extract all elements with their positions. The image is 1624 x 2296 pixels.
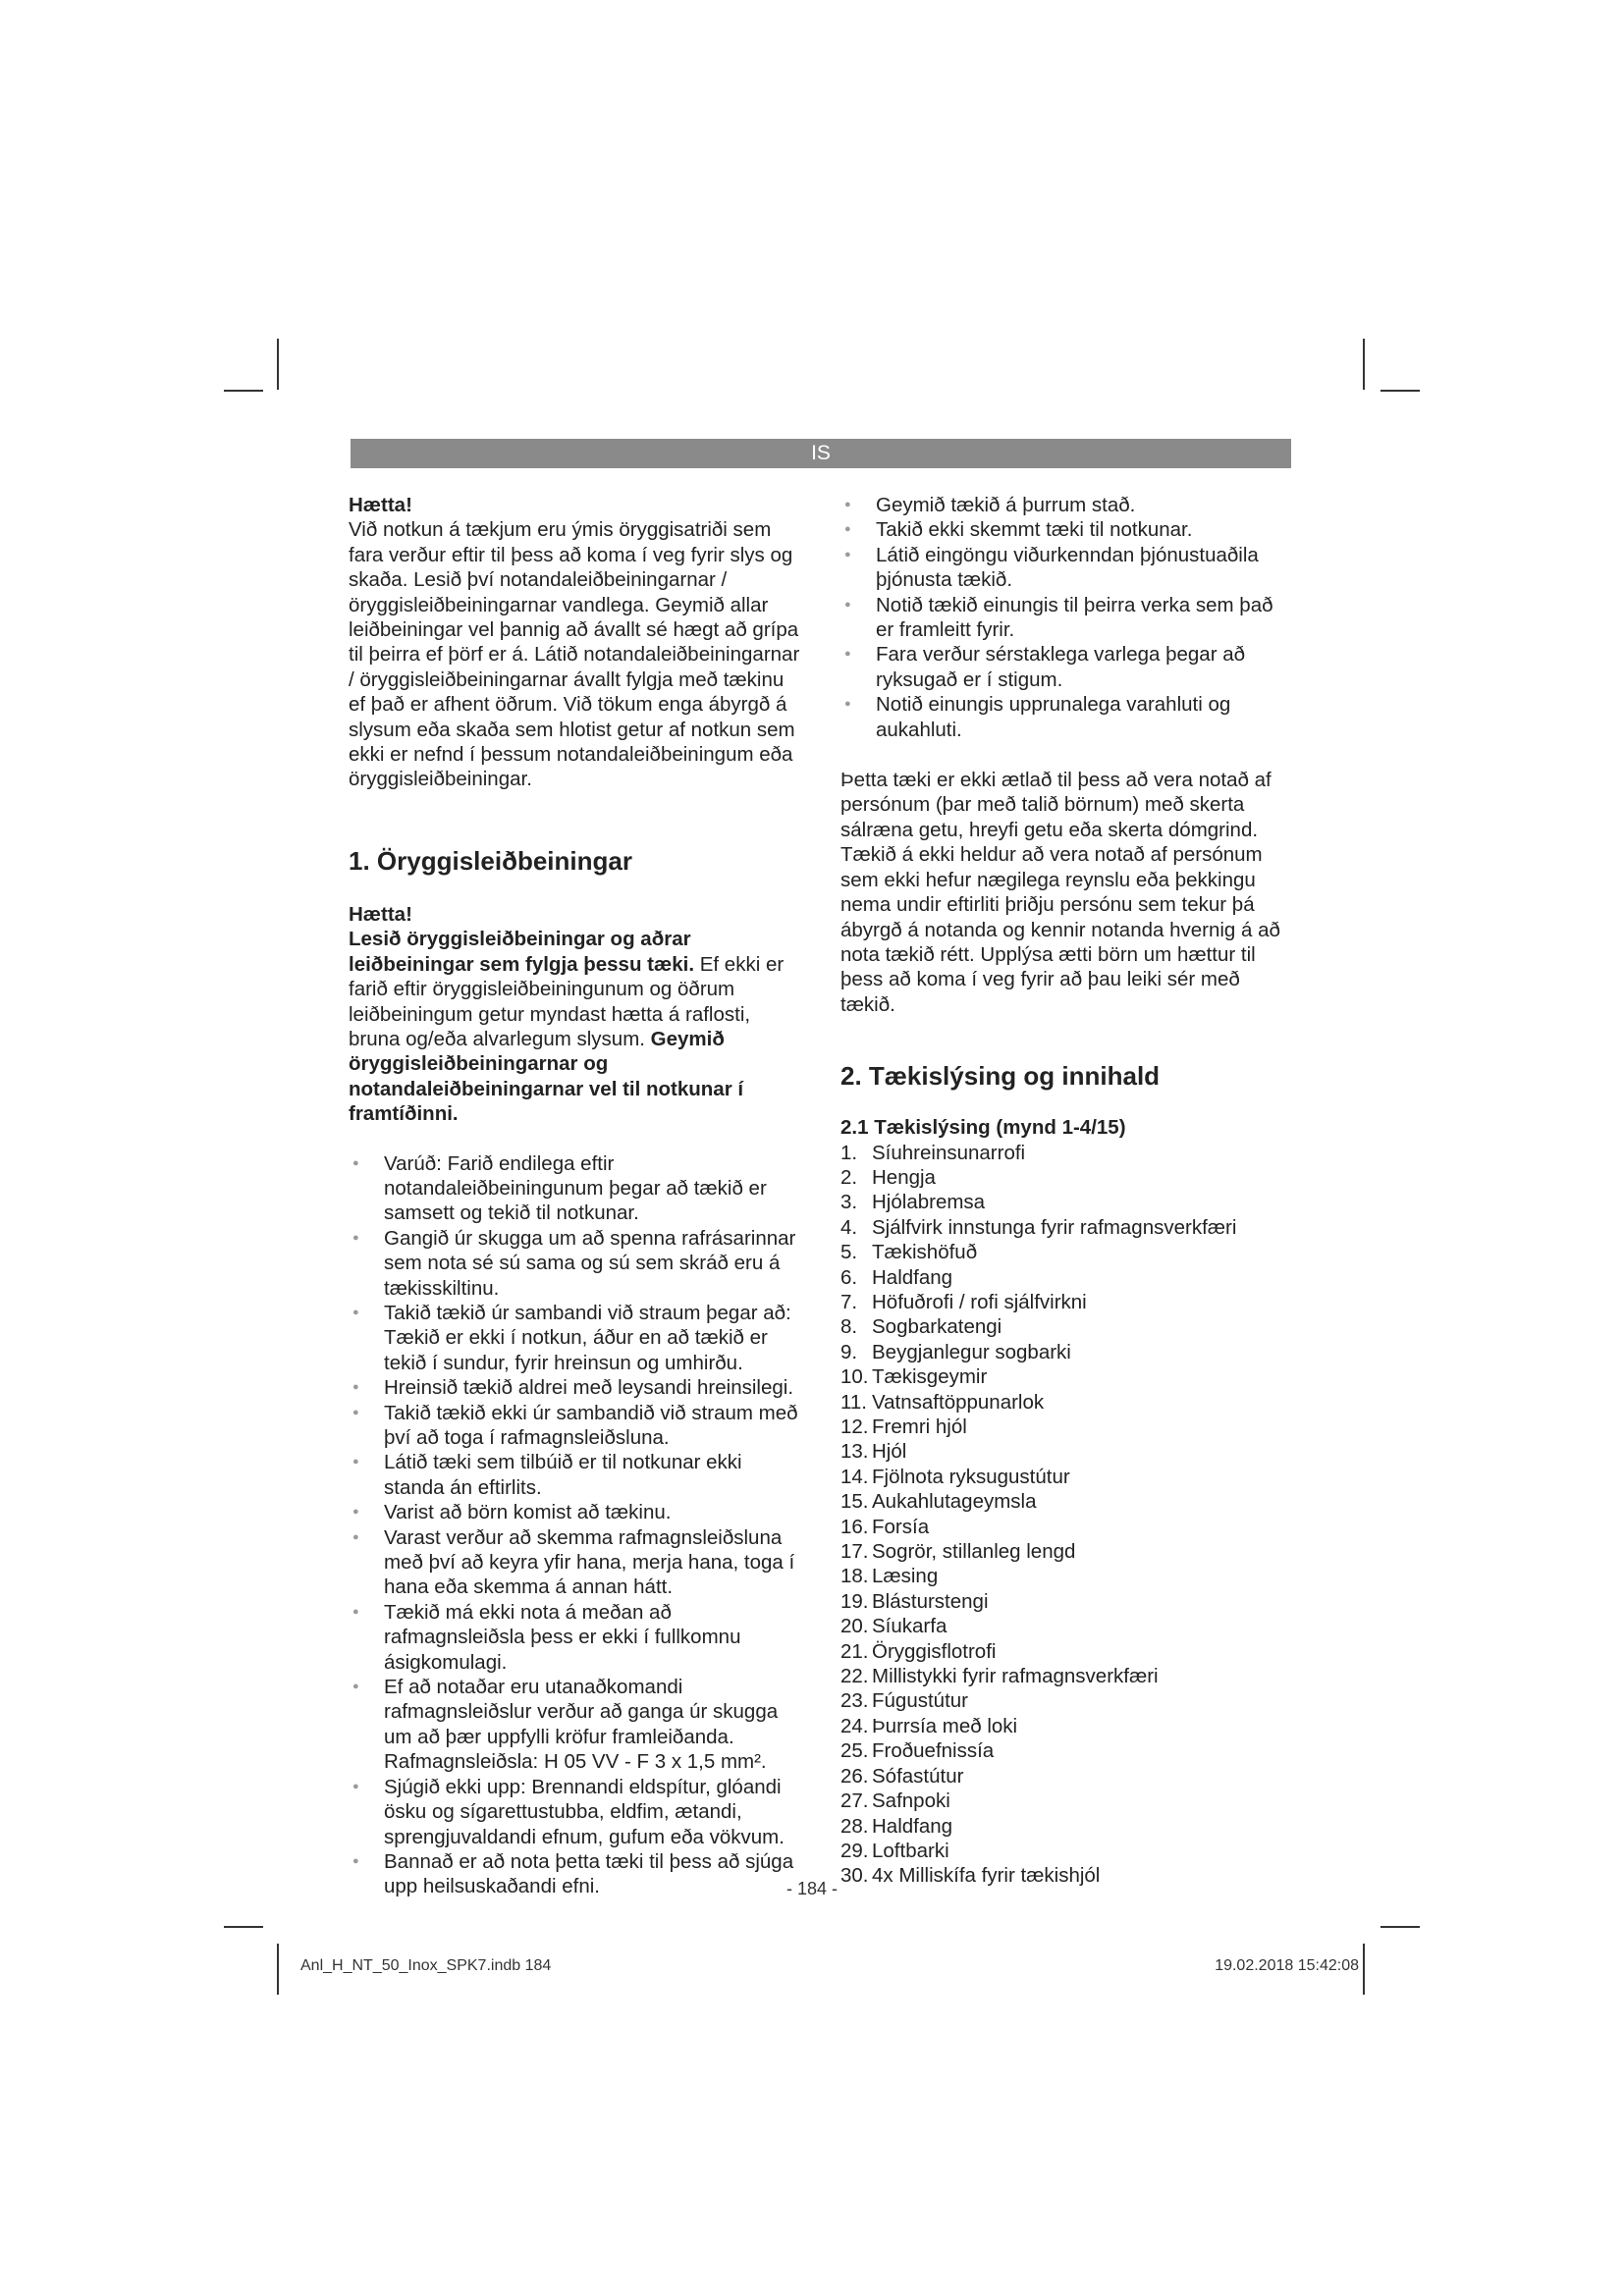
- parts-list-item: [840, 1489, 1292, 1514]
- parts-list-item: [840, 1439, 1292, 1464]
- parts-list-item: [840, 1340, 1292, 1364]
- safety-bullet-list: [349, 1151, 800, 1899]
- bullet-item: ● Takið ekki skemmt tæki til notkunar.: [840, 517, 1292, 542]
- part-label: 4x Milliskífa fyrir tækishjól: [872, 1864, 1101, 1888]
- part-number: 12.: [840, 1415, 869, 1438]
- bullet-item: ● Gangið úr skugga um að spenna rafrásarinnar sem nota sé sú sama og sú sem skráð eru á tækisskiltinu.: [349, 1226, 800, 1301]
- part-number: 1.: [840, 1141, 858, 1164]
- bullet-item: ● Ef að notaðar eru utanaðkomandi rafmagnsleiðslur verður að ganga úr skugga um að þær uppfylli kröfur framleiðanda. Rafmagnsleiðsla: H 05 VV - F 3 x 1,5 mm².: [349, 1675, 800, 1775]
- parts-list-item: [840, 1614, 1292, 1638]
- bullet-item: ● Takið tækið ekki úr sambandið við straum með því að toga í rafmagnsleiðsluna.: [349, 1401, 800, 1451]
- parts-list-item: [840, 1639, 1292, 1664]
- parts-list-item: [840, 1839, 1292, 1863]
- part-label: Haldfang: [872, 1265, 953, 1289]
- parts-list-item: [840, 1664, 1292, 1688]
- part-label: Froðuefnissía: [872, 1739, 995, 1763]
- part-label: Haldfang: [872, 1814, 953, 1838]
- warning-paragraph: Við notkun á tækjum eru ýmis öryggisatriði sem fara verður eftir til þess að koma í veg fyrir slys og skaða. Lesið því notandaleiðbeiningarnar / öryggisleiðbeiningarnar vandlega. Geymið allar leiðbeiningar vel þannig að ávallt sé hægt að grípa til þeirra ef þörf er á. Látið notandaleiðbeiningarnar / öryggisleiðbeiningarnar ávallt fylgja með tækinu ef það er afhent öðrum. Við tökum enga ábyrgð á slysum eða skaða sem hlotist getur af notkun sem ekki er nefnd í þessum notandaleiðbeiningum eða öryggisleiðbeiningar.: [349, 518, 800, 791]
- bullet-item: ● Notið tækið einungis til þeirra verka sem það er framleitt fyrir.: [840, 593, 1292, 643]
- part-number: 11.: [840, 1390, 867, 1414]
- part-label: Sogrör, stillanleg lengd: [872, 1540, 1076, 1564]
- bullet-item: ● Notið einungis upprunalega varahluti og aukahluti.: [840, 692, 1292, 742]
- part-label: Síukarfa: [872, 1615, 947, 1638]
- part-number: 15.: [840, 1490, 869, 1514]
- crop-mark: [277, 339, 279, 390]
- section-heading: 2. Tækislýsing og innihald: [840, 1061, 1161, 1092]
- parts-list-item: [840, 1240, 1292, 1264]
- part-number: 13.: [840, 1440, 869, 1464]
- children-warning-paragraph: Þetta tæki er ekki ætlað til þess að vera notað af persónum (þar með talið börnum) með skerta sálræna getu, hreyfi getu eða skerta dómgrind. Tækið á ekki heldur að vera notað af persónum sem ekki hefur nægilega reynslu eða þekkingu nema undir eftirliti þriðju persónu sem tekur þá ábyrgð á notanda og kennir notanda hvernig á að nota tækið rétt. Upplýsa ætti börn um hættur til þess að koma í veg fyrir að þau leiki sér með tækið.: [840, 769, 1280, 1016]
- crop-mark: [1363, 339, 1365, 390]
- bullet-item: ● Geymið tækið á þurrum stað.: [840, 493, 1292, 517]
- warning-text: Ef ekki er farið eftir öryggisleiðbeiningunum og öðrum leiðbeiningum getur myndast hætta á raflosti, bruna og/eða alvarlegum slysum.: [349, 952, 785, 1050]
- part-number: 21.: [840, 1639, 869, 1663]
- bullet-item: ● Látið tæki sem tilbúið er til notkunar ekki standa án eftirlits.: [349, 1450, 800, 1500]
- bullet-item: ● Varast verður að skemma rafmagnsleiðsluna með því að keyra yfir hana, merja hana, toga í hana eða skemma á annan hátt.: [349, 1525, 800, 1600]
- part-label: Millistykki fyrir rafmagnsverkfæri: [872, 1665, 1159, 1688]
- parts-list-item: [840, 1465, 1292, 1489]
- warning-bold-text: Lesið öryggisleiðbeiningar og aðrar leiðbeiningar sem fylgja þessu tæki.: [349, 928, 695, 976]
- bullet-item: ● Bannað er að nota þetta tæki til þess að sjúga upp heilsuskaðandi efni.: [349, 1849, 800, 1899]
- parts-list-item: [840, 1141, 1292, 1165]
- bullet-item: ● Tækið má ekki nota á meðan að rafmagnsleiðsla þess er ekki í fullkomnu ásigkomulagi.: [349, 1600, 800, 1675]
- part-label: Sjálfvirk innstunga fyrir rafmagnsverkfæri: [872, 1215, 1237, 1239]
- crop-mark: [1380, 1926, 1420, 1928]
- parts-list-item: [840, 1165, 1292, 1190]
- part-number: 9.: [840, 1340, 858, 1363]
- parts-list-item: [840, 1714, 1292, 1738]
- crop-mark: [1363, 1944, 1365, 1995]
- warning-title: Hætta!: [349, 494, 412, 516]
- part-label: Hjól: [872, 1440, 907, 1464]
- parts-list-item: [840, 1290, 1292, 1314]
- parts-list-item: [840, 1789, 1292, 1813]
- parts-list-item: [840, 1215, 1292, 1240]
- bullet-item: ● Varúð: Farið endilega eftir notandaleiðbeiningunum þegar að tækið er samsett og tekið til notkunar.: [349, 1151, 800, 1226]
- section-heading: 1. Öryggisleiðbeiningar: [349, 845, 632, 876]
- parts-list-item: [840, 1190, 1292, 1214]
- crop-mark: [1380, 390, 1420, 392]
- parts-list-item: [840, 1314, 1292, 1339]
- part-number: 4.: [840, 1215, 858, 1239]
- footer-filename: Anl_H_NT_50_Inox_SPK7.indb 184: [300, 1957, 552, 1974]
- part-label: Loftbarki: [872, 1839, 949, 1862]
- part-number: 5.: [840, 1241, 858, 1264]
- bullet-item: ● Látið eingöngu viðurkenndan þjónustuaðila þjónusta tækið.: [840, 543, 1292, 593]
- part-number: 17.: [840, 1540, 869, 1564]
- page-number: - 184 -: [785, 1879, 839, 1898]
- bullet-item: ● Sjúgið ekki upp: Brennandi eldspítur, glóandi ösku og sígarettustubba, eldfim, ætandi, sprengjuvaldandi efnum, gufum eða vökvum.: [349, 1775, 800, 1849]
- warning-bold-text: Geymið öryggisleiðbeiningarnar og notandaleiðbeiningarnar vel til notkunar í framtíðinni.: [349, 1027, 744, 1126]
- left-column: [349, 493, 800, 1899]
- parts-list-item: [840, 1539, 1292, 1564]
- parts-list-item: [840, 1814, 1292, 1839]
- part-label: Tækisgeymir: [872, 1365, 988, 1389]
- part-number: 23.: [840, 1689, 869, 1713]
- part-label: Blásturstengi: [872, 1589, 989, 1613]
- part-label: Forsía: [872, 1515, 930, 1538]
- part-label: Hengja: [872, 1165, 936, 1189]
- part-number: 18.: [840, 1565, 869, 1588]
- part-number: 20.: [840, 1615, 869, 1638]
- subsection-heading: 2.1 Tækislýsing (mynd 1-4/15): [840, 1116, 1126, 1140]
- part-label: Safnpoki: [872, 1789, 950, 1813]
- part-label: Þurrsía með loki: [872, 1714, 1018, 1737]
- bullet-item: ● Hreinsið tækið aldrei með leysandi hreinsilegi.: [349, 1375, 800, 1400]
- part-number: 3.: [840, 1191, 858, 1214]
- part-number: 22.: [840, 1665, 869, 1688]
- part-number: 19.: [840, 1589, 869, 1613]
- part-number: 30.: [840, 1864, 869, 1888]
- parts-list-item: [840, 1364, 1292, 1389]
- part-number: 16.: [840, 1515, 869, 1538]
- part-label: Fúgustútur: [872, 1689, 968, 1713]
- crop-mark: [224, 1926, 263, 1928]
- part-label: Sófastútur: [872, 1764, 964, 1788]
- warning-paragraph: [349, 927, 800, 1126]
- part-label: Vatnsaftöppunarlok: [872, 1390, 1045, 1414]
- part-label: Tækishöfuð: [872, 1241, 978, 1264]
- crop-mark: [277, 1944, 279, 1995]
- part-number: 29.: [840, 1839, 869, 1862]
- language-code: IS: [811, 442, 831, 464]
- safety-bullet-list: [840, 493, 1292, 742]
- part-number: 27.: [840, 1789, 869, 1813]
- part-label: Síuhreinsunarrofi: [872, 1141, 1026, 1164]
- parts-list-item: [840, 1390, 1292, 1415]
- part-number: 8.: [840, 1315, 858, 1339]
- part-number: 28.: [840, 1814, 869, 1838]
- part-label: Fremri hjól: [872, 1415, 967, 1438]
- parts-list-item: [840, 1589, 1292, 1614]
- part-label: Öryggisflotrofi: [872, 1639, 997, 1663]
- part-number: 25.: [840, 1739, 869, 1763]
- part-number: 24.: [840, 1714, 869, 1737]
- part-number: 26.: [840, 1764, 869, 1788]
- bullet-item: ● Takið tækið úr sambandi við straum þegar að: Tækið er ekki í notkun, áður en að tækið er tekið í sundur, fyrir hreinsun og umhirðu.: [349, 1301, 800, 1375]
- part-number: 6.: [840, 1265, 858, 1289]
- parts-list-item: [840, 1764, 1292, 1789]
- part-label: Aukahlutageymsla: [872, 1490, 1037, 1514]
- warning-title: Hætta!: [349, 902, 412, 926]
- footer-timestamp: 19.02.2018 15:42:08: [1215, 1957, 1359, 1974]
- part-label: Höfuðrofi / rofi sjálfvirkni: [872, 1290, 1087, 1313]
- part-number: 2.: [840, 1165, 858, 1189]
- part-label: Læsing: [872, 1565, 939, 1588]
- part-label: Sogbarkatengi: [872, 1315, 1002, 1339]
- crop-mark: [224, 390, 263, 392]
- part-number: 7.: [840, 1290, 858, 1313]
- bullet-item: ● Fara verður sérstaklega varlega þegar að ryksugað er í stigum.: [840, 642, 1292, 692]
- parts-list-item: [840, 1515, 1292, 1539]
- part-number: 14.: [840, 1465, 869, 1488]
- parts-list-item: [840, 1415, 1292, 1439]
- parts-list-item: [840, 1564, 1292, 1588]
- part-number: 10.: [840, 1365, 869, 1389]
- part-label: Beygjanlegur sogbarki: [872, 1340, 1071, 1363]
- bullet-item: ● Varist að börn komist að tækinu.: [349, 1500, 800, 1524]
- right-column: [840, 493, 1292, 1889]
- parts-list-item: [840, 1688, 1292, 1713]
- part-label: Fjölnota ryksugustútur: [872, 1465, 1070, 1488]
- parts-list: [840, 1141, 1292, 1889]
- part-label: Hjólabremsa: [872, 1191, 986, 1214]
- language-header-bar: [351, 439, 1291, 468]
- parts-list-item: [840, 1738, 1292, 1763]
- parts-list-item: [840, 1265, 1292, 1290]
